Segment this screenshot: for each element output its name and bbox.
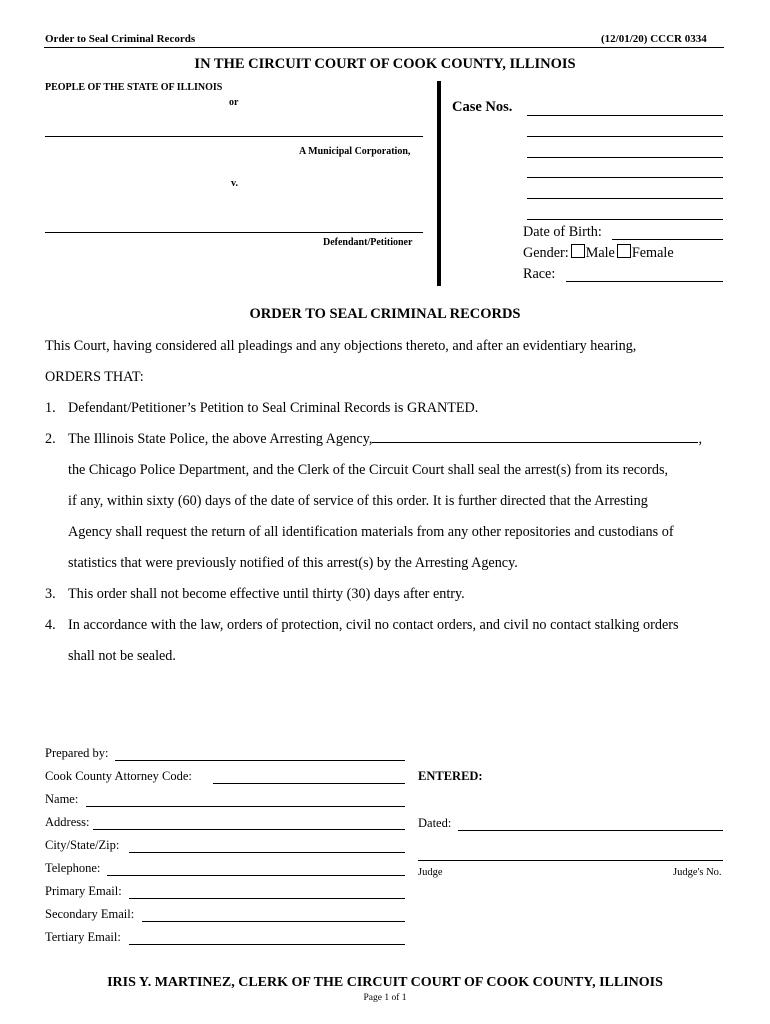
item-number-2: 2. bbox=[45, 431, 56, 447]
city-state-zip-field[interactable] bbox=[129, 852, 405, 853]
item-text-2-line-1 bbox=[68, 431, 702, 448]
name-label: Name: bbox=[45, 792, 79, 806]
case-no-line-6[interactable] bbox=[527, 219, 723, 220]
attorney-code-label: Cook County Attorney Code: bbox=[45, 769, 192, 783]
arresting-agency-label: The Illinois State Police, the above Arresting Agency, bbox=[68, 431, 373, 447]
secondary-email-field[interactable] bbox=[142, 921, 405, 922]
page-number: Page 1 of 1 bbox=[363, 993, 407, 1003]
item-number-4: 4. bbox=[45, 617, 56, 633]
defendant-petitioner-label: Defendant/Petitioner bbox=[323, 237, 413, 248]
case-no-line-5[interactable] bbox=[527, 198, 723, 199]
judges-no-label: Judge's No. bbox=[673, 867, 722, 878]
item-number-3: 3. bbox=[45, 586, 56, 602]
case-no-line-4[interactable] bbox=[527, 177, 723, 178]
form-name-header: Order to Seal Criminal Records bbox=[45, 33, 196, 45]
form-number-header: (12/01/20) CCCR 0334 bbox=[601, 33, 707, 45]
item-text-1: Defendant/Petitioner’s Petition to Seal Criminal Records is GRANTED. bbox=[68, 400, 479, 416]
item-text-4-line-2: shall not be sealed. bbox=[68, 648, 176, 664]
prepared-by-label: Prepared by: bbox=[45, 746, 109, 760]
entered-label: ENTERED: bbox=[418, 769, 483, 783]
primary-email-field[interactable] bbox=[129, 898, 405, 899]
municipality-line[interactable] bbox=[45, 136, 423, 137]
gender-label: Gender: bbox=[523, 245, 569, 261]
dated-field[interactable] bbox=[458, 830, 723, 831]
male-label: Male bbox=[585, 245, 615, 261]
female-checkbox[interactable] bbox=[617, 244, 631, 258]
people-label: PEOPLE OF THE STATE OF ILLINOIS bbox=[45, 82, 223, 93]
attorney-code-field[interactable] bbox=[213, 783, 405, 784]
city-state-zip-label: City/State/Zip: bbox=[45, 838, 120, 852]
race-field[interactable] bbox=[566, 281, 723, 282]
case-no-line-3[interactable] bbox=[527, 157, 723, 158]
court-title: IN THE CIRCUIT COURT OF COOK COUNTY, ILLINOIS bbox=[194, 56, 576, 72]
item-text-3: This order shall not become effective until thirty (30) days after entry. bbox=[68, 586, 465, 602]
municipal-corporation-label: A Municipal Corporation, bbox=[299, 146, 411, 157]
arresting-agency-comma: , bbox=[698, 431, 702, 447]
prepared-by-field[interactable] bbox=[115, 760, 405, 761]
or-label: or bbox=[229, 97, 239, 108]
intro-text: This Court, having considered all pleadings and any objections thereto, and after an evidentiary hearing, bbox=[45, 338, 637, 354]
item-text-2-line-5: statistics that were previously notified of this arrest(s) by the Arresting Agency. bbox=[68, 555, 518, 571]
defendant-line[interactable] bbox=[45, 232, 423, 233]
name-field[interactable] bbox=[86, 806, 405, 807]
case-nos-label: Case Nos. bbox=[452, 99, 513, 115]
race-label: Race: bbox=[523, 266, 556, 282]
telephone-label: Telephone: bbox=[45, 861, 101, 875]
judge-signature-line[interactable] bbox=[418, 860, 723, 861]
versus-label: v. bbox=[231, 178, 238, 189]
address-field[interactable] bbox=[93, 829, 405, 830]
female-label: Female bbox=[631, 245, 674, 261]
dated-label: Dated: bbox=[418, 816, 452, 830]
telephone-field[interactable] bbox=[107, 875, 405, 876]
date-of-birth-label: Date of Birth: bbox=[523, 224, 602, 240]
judge-label: Judge bbox=[418, 867, 443, 878]
male-checkbox[interactable] bbox=[571, 244, 585, 258]
primary-email-label: Primary Email: bbox=[45, 884, 122, 898]
address-label: Address: bbox=[45, 815, 90, 829]
date-of-birth-field[interactable] bbox=[612, 239, 723, 240]
item-text-2-line-3: if any, within sixty (60) days of the date of service of this order. It is further directed that the Arresting bbox=[68, 493, 648, 509]
order-title: ORDER TO SEAL CRIMINAL RECORDS bbox=[249, 306, 521, 322]
orders-that-label: ORDERS THAT: bbox=[45, 369, 144, 385]
item-text-2-line-4: Agency shall request the return of all identification materials from any other repositories and custodians of bbox=[68, 524, 674, 540]
secondary-email-label: Secondary Email: bbox=[45, 907, 135, 921]
tertiary-email-label: Tertiary Email: bbox=[45, 930, 121, 944]
caption-divider bbox=[437, 81, 441, 286]
tertiary-email-field[interactable] bbox=[129, 944, 405, 945]
clerk-footer: IRIS Y. MARTINEZ, CLERK OF THE CIRCUIT COURT OF COOK COUNTY, ILLINOIS bbox=[107, 975, 663, 990]
case-no-line-2[interactable] bbox=[527, 136, 723, 137]
item-text-4-line-1: In accordance with the law, orders of protection, civil no contact orders, and civil no contact stalking orders bbox=[68, 617, 679, 633]
gender-row bbox=[523, 244, 674, 262]
case-no-line-1[interactable] bbox=[527, 115, 723, 116]
item-number-1: 1. bbox=[45, 400, 56, 416]
arresting-agency-field[interactable] bbox=[372, 432, 698, 443]
header-divider bbox=[44, 47, 724, 48]
item-text-2-line-2: the Chicago Police Department, and the Clerk of the Circuit Court shall seal the arrest(s) from its records, bbox=[68, 462, 669, 478]
